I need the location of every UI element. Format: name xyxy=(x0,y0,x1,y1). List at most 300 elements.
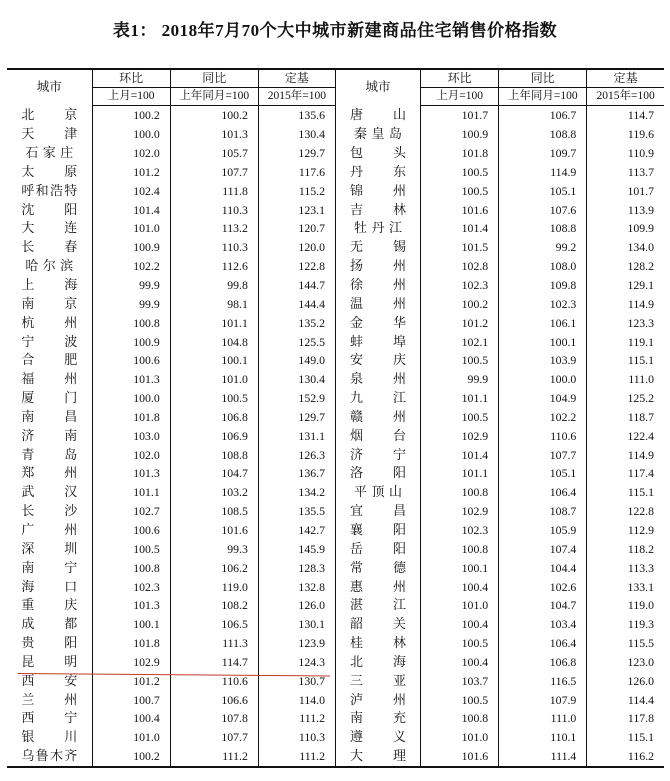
mom-value-left: 100.1 xyxy=(92,615,170,634)
yoy-value-left: 108.8 xyxy=(170,445,258,464)
fixed-value-right: 115.5 xyxy=(587,634,664,653)
city-label: 西安 xyxy=(21,672,78,688)
yoy-value-left: 107.7 xyxy=(170,728,258,747)
city-name-left xyxy=(7,747,92,767)
fixed-value-right: 122.4 xyxy=(587,426,664,445)
city-label: 青岛 xyxy=(21,446,78,462)
city-name-right xyxy=(335,426,420,445)
mom-value-left: 99.9 xyxy=(92,294,170,313)
city-name-left xyxy=(7,577,92,596)
city-name-left xyxy=(7,163,92,182)
yoy-value-left: 110.3 xyxy=(170,238,258,257)
mom-value-right: 102.3 xyxy=(421,276,499,295)
mom-value-right: 100.5 xyxy=(421,163,499,182)
city-name-left xyxy=(7,257,92,276)
header-yoy-base-left: 上年同月=100 xyxy=(170,88,258,106)
mom-value-right: 100.4 xyxy=(421,615,499,634)
city-name-right xyxy=(335,351,420,370)
mom-value-right: 101.7 xyxy=(421,106,499,125)
fixed-value-right: 125.2 xyxy=(587,389,664,408)
city-name-left xyxy=(7,238,92,257)
city-label: 南充 xyxy=(350,710,407,726)
city-name-right xyxy=(335,728,420,747)
city-name-left xyxy=(7,445,92,464)
price-index-table-container xyxy=(7,68,664,768)
yoy-value-left: 106.5 xyxy=(170,615,258,634)
yoy-value-left: 108.5 xyxy=(170,502,258,521)
city-name-left xyxy=(7,690,92,709)
header-fixed-right: 定基 xyxy=(587,69,664,88)
fixed-value-right: 129.1 xyxy=(587,276,664,295)
mom-value-right: 101.5 xyxy=(421,238,499,257)
city-name-right xyxy=(335,634,420,653)
fixed-value-left: 135.5 xyxy=(258,502,335,521)
city-name-left xyxy=(7,521,92,540)
fixed-value-left: 142.7 xyxy=(258,521,335,540)
city-name-right xyxy=(335,747,420,767)
yoy-value-left: 101.0 xyxy=(170,370,258,389)
mom-value-right: 101.6 xyxy=(421,200,499,219)
city-label: 长沙 xyxy=(21,503,78,519)
mom-value-right: 102.9 xyxy=(421,426,499,445)
city-name-right xyxy=(335,294,420,313)
fixed-value-left: 120.0 xyxy=(258,238,335,257)
city-label: 宁波 xyxy=(21,333,78,349)
city-name-right xyxy=(335,144,420,163)
fixed-value-right: 117.4 xyxy=(587,464,664,483)
fixed-value-left: 130.7 xyxy=(258,671,335,690)
city-label: 秦皇岛 xyxy=(354,126,403,142)
city-label: 三亚 xyxy=(350,672,407,688)
yoy-value-left: 106.8 xyxy=(170,408,258,427)
table-row xyxy=(7,389,664,408)
city-label: 石家庄 xyxy=(25,145,74,161)
table-row xyxy=(7,709,664,728)
yoy-value-left: 107.7 xyxy=(170,163,258,182)
table-row xyxy=(7,539,664,558)
city-name-left xyxy=(7,144,92,163)
city-label: 郑州 xyxy=(21,465,78,481)
yoy-value-right: 111.4 xyxy=(499,747,587,767)
fixed-value-right: 114.4 xyxy=(587,690,664,709)
fixed-value-left: 126.0 xyxy=(258,596,335,615)
city-name-left xyxy=(7,313,92,332)
city-label: 烟台 xyxy=(350,427,407,443)
city-label: 包头 xyxy=(350,145,407,161)
fixed-value-right: 118.2 xyxy=(587,539,664,558)
mom-value-right: 100.5 xyxy=(421,634,499,653)
table-row xyxy=(7,276,664,295)
city-label: 岳阳 xyxy=(350,540,407,556)
city-name-left xyxy=(7,200,92,219)
yoy-value-left: 111.8 xyxy=(170,181,258,200)
city-label: 西宁 xyxy=(21,710,78,726)
mom-value-right: 100.2 xyxy=(421,294,499,313)
city-name-right xyxy=(335,238,420,257)
price-index-table xyxy=(7,68,664,768)
city-name-right xyxy=(335,521,420,540)
yoy-value-right: 104.9 xyxy=(499,389,587,408)
yoy-value-right: 107.4 xyxy=(499,539,587,558)
fixed-value-left: 152.9 xyxy=(258,389,335,408)
fixed-value-left: 126.3 xyxy=(258,445,335,464)
city-name-left xyxy=(7,125,92,144)
fixed-value-right: 118.7 xyxy=(587,408,664,427)
yoy-value-right: 109.7 xyxy=(499,144,587,163)
city-name-left xyxy=(7,219,92,238)
fixed-value-left: 124.3 xyxy=(258,652,335,671)
city-name-right xyxy=(335,181,420,200)
table-row xyxy=(7,351,664,370)
header-fixed-left: 定基 xyxy=(258,69,335,88)
table-row xyxy=(7,144,664,163)
city-name-right xyxy=(335,257,420,276)
table-row xyxy=(7,200,664,219)
city-label: 天津 xyxy=(21,126,78,142)
mom-value-left: 100.0 xyxy=(92,389,170,408)
mom-value-right: 100.4 xyxy=(421,652,499,671)
yoy-value-right: 106.4 xyxy=(499,634,587,653)
city-label: 赣州 xyxy=(350,408,407,424)
table-row xyxy=(7,558,664,577)
fixed-value-left: 114.0 xyxy=(258,690,335,709)
mom-value-right: 102.3 xyxy=(421,521,499,540)
header-mom-base-left: 上月=100 xyxy=(92,88,170,106)
mom-value-left: 102.7 xyxy=(92,502,170,521)
table-row xyxy=(7,577,664,596)
city-name-right xyxy=(335,370,420,389)
city-label: 合肥 xyxy=(21,352,78,368)
yoy-value-right: 105.1 xyxy=(499,464,587,483)
city-label: 杭州 xyxy=(21,314,78,330)
city-label: 哈尔滨 xyxy=(25,258,74,274)
yoy-value-right: 104.7 xyxy=(499,596,587,615)
header-fixed-base-left: 2015年=100 xyxy=(258,88,335,106)
fixed-value-right: 128.2 xyxy=(587,257,664,276)
city-label: 九江 xyxy=(350,390,407,406)
header-city-left: 城市 xyxy=(7,69,92,106)
mom-value-left: 101.8 xyxy=(92,408,170,427)
table-row xyxy=(7,106,664,125)
fixed-value-left: 111.2 xyxy=(258,747,335,767)
mom-value-left: 101.8 xyxy=(92,634,170,653)
city-label: 蚌埠 xyxy=(350,333,407,349)
city-name-left xyxy=(7,634,92,653)
yoy-value-right: 106.8 xyxy=(499,652,587,671)
city-label: 济南 xyxy=(21,427,78,443)
city-name-right xyxy=(335,163,420,182)
fixed-value-left: 136.7 xyxy=(258,464,335,483)
yoy-value-right: 109.8 xyxy=(499,276,587,295)
city-label: 厦门 xyxy=(21,390,78,406)
fixed-value-right: 111.0 xyxy=(587,370,664,389)
fixed-value-left: 145.9 xyxy=(258,539,335,558)
city-name-right xyxy=(335,389,420,408)
fixed-value-right: 115.1 xyxy=(587,728,664,747)
fixed-value-right: 113.7 xyxy=(587,163,664,182)
table-row xyxy=(7,634,664,653)
header-city-right: 城市 xyxy=(335,69,420,106)
mom-value-right: 101.4 xyxy=(421,219,499,238)
yoy-value-left: 106.2 xyxy=(170,558,258,577)
yoy-value-left: 119.0 xyxy=(170,577,258,596)
fixed-value-right: 112.9 xyxy=(587,521,664,540)
table-header xyxy=(7,69,664,106)
mom-value-left: 101.3 xyxy=(92,596,170,615)
yoy-value-left: 101.3 xyxy=(170,125,258,144)
yoy-value-left: 98.1 xyxy=(170,294,258,313)
city-name-left xyxy=(7,276,92,295)
mom-value-left: 100.9 xyxy=(92,332,170,351)
city-label: 惠州 xyxy=(350,578,407,594)
mom-value-left: 100.2 xyxy=(92,106,170,125)
mom-value-right: 102.1 xyxy=(421,332,499,351)
city-label: 桂林 xyxy=(350,635,407,651)
table-row xyxy=(7,690,664,709)
fixed-value-right: 113.9 xyxy=(587,200,664,219)
fixed-value-right: 109.9 xyxy=(587,219,664,238)
table-row xyxy=(7,125,664,144)
fixed-value-left: 115.2 xyxy=(258,181,335,200)
yoy-value-right: 108.8 xyxy=(499,219,587,238)
city-label: 泸州 xyxy=(350,691,407,707)
fixed-value-right: 123.0 xyxy=(587,652,664,671)
city-label: 沈阳 xyxy=(21,201,78,217)
city-label: 海口 xyxy=(21,578,78,594)
table-row xyxy=(7,615,664,634)
mom-value-left: 102.0 xyxy=(92,445,170,464)
fixed-value-left: 123.9 xyxy=(258,634,335,653)
fixed-value-right: 114.7 xyxy=(587,106,664,125)
fixed-value-right: 110.9 xyxy=(587,144,664,163)
header-mom-left: 环比 xyxy=(92,69,170,88)
mom-value-right: 101.2 xyxy=(421,313,499,332)
mom-value-left: 100.5 xyxy=(92,539,170,558)
yoy-value-right: 106.7 xyxy=(499,106,587,125)
header-yoy-left: 同比 xyxy=(170,69,258,88)
mom-value-right: 102.8 xyxy=(421,257,499,276)
fixed-value-right: 133.1 xyxy=(587,577,664,596)
city-label: 洛阳 xyxy=(350,465,407,481)
yoy-value-right: 111.0 xyxy=(499,709,587,728)
table-row xyxy=(7,426,664,445)
city-name-right xyxy=(335,577,420,596)
yoy-value-left: 111.2 xyxy=(170,747,258,767)
mom-value-right: 100.9 xyxy=(421,125,499,144)
city-label: 深圳 xyxy=(21,540,78,556)
table-row xyxy=(7,445,664,464)
yoy-value-left: 114.7 xyxy=(170,652,258,671)
fixed-value-left: 130.1 xyxy=(258,615,335,634)
mom-value-left: 100.4 xyxy=(92,709,170,728)
city-label: 上海 xyxy=(21,277,78,293)
fixed-value-right: 116.2 xyxy=(587,747,664,767)
yoy-value-left: 100.1 xyxy=(170,351,258,370)
city-name-right xyxy=(335,709,420,728)
city-name-right xyxy=(335,690,420,709)
mom-value-left: 101.1 xyxy=(92,483,170,502)
city-name-left xyxy=(7,351,92,370)
city-label: 武汉 xyxy=(21,484,78,500)
fixed-value-left: 130.4 xyxy=(258,370,335,389)
fixed-value-left: 132.8 xyxy=(258,577,335,596)
mom-value-left: 100.7 xyxy=(92,690,170,709)
mom-value-right: 100.8 xyxy=(421,709,499,728)
city-name-left xyxy=(7,426,92,445)
table-row xyxy=(7,313,664,332)
fixed-value-left: 110.3 xyxy=(258,728,335,747)
yoy-value-right: 100.0 xyxy=(499,370,587,389)
mom-value-left: 101.0 xyxy=(92,728,170,747)
mom-value-left: 102.2 xyxy=(92,257,170,276)
fixed-value-right: 123.3 xyxy=(587,313,664,332)
city-label: 牡丹江 xyxy=(354,220,403,236)
table-row xyxy=(7,483,664,502)
mom-value-left: 101.2 xyxy=(92,671,170,690)
city-label: 济宁 xyxy=(350,446,407,462)
mom-value-left: 101.0 xyxy=(92,219,170,238)
city-label: 大理 xyxy=(350,748,407,764)
city-label: 无锡 xyxy=(350,239,407,255)
mom-value-right: 100.5 xyxy=(421,351,499,370)
mom-value-right: 101.0 xyxy=(421,596,499,615)
fixed-value-left: 120.7 xyxy=(258,219,335,238)
fixed-value-right: 117.8 xyxy=(587,709,664,728)
yoy-value-right: 107.6 xyxy=(499,200,587,219)
yoy-value-left: 111.3 xyxy=(170,634,258,653)
mom-value-left: 100.8 xyxy=(92,558,170,577)
city-name-left xyxy=(7,709,92,728)
fixed-value-right: 134.0 xyxy=(587,238,664,257)
city-label: 太原 xyxy=(21,163,78,179)
city-label: 锦州 xyxy=(350,182,407,198)
fixed-value-right: 126.0 xyxy=(587,671,664,690)
table-row xyxy=(7,652,664,671)
yoy-value-left: 110.6 xyxy=(170,671,258,690)
city-label: 温州 xyxy=(350,295,407,311)
city-name-left xyxy=(7,464,92,483)
yoy-value-right: 116.5 xyxy=(499,671,587,690)
city-label: 长春 xyxy=(21,239,78,255)
fixed-value-right: 113.3 xyxy=(587,558,664,577)
yoy-value-right: 102.3 xyxy=(499,294,587,313)
mom-value-right: 101.4 xyxy=(421,445,499,464)
yoy-value-right: 114.9 xyxy=(499,163,587,182)
fixed-value-left: 144.4 xyxy=(258,294,335,313)
city-name-left xyxy=(7,332,92,351)
mom-value-right: 102.9 xyxy=(421,502,499,521)
yoy-value-right: 107.9 xyxy=(499,690,587,709)
mom-value-left: 100.2 xyxy=(92,747,170,767)
city-label: 宜昌 xyxy=(350,503,407,519)
fixed-value-right: 122.8 xyxy=(587,502,664,521)
city-label: 徐州 xyxy=(350,277,407,293)
yoy-value-right: 100.1 xyxy=(499,332,587,351)
city-name-right xyxy=(335,671,420,690)
city-label: 南昌 xyxy=(21,408,78,424)
city-label: 乌鲁木齐 xyxy=(21,748,78,764)
fixed-value-left: 134.2 xyxy=(258,483,335,502)
header-mom-base-right: 上月=100 xyxy=(421,88,499,106)
yoy-value-left: 104.7 xyxy=(170,464,258,483)
city-name-left xyxy=(7,370,92,389)
fixed-value-left: 131.1 xyxy=(258,426,335,445)
mom-value-left: 101.4 xyxy=(92,200,170,219)
yoy-value-right: 102.2 xyxy=(499,408,587,427)
city-label: 南京 xyxy=(21,295,78,311)
city-name-right xyxy=(335,445,420,464)
city-name-right xyxy=(335,483,420,502)
header-fixed-base-right: 2015年=100 xyxy=(587,88,664,106)
city-name-left xyxy=(7,181,92,200)
city-label: 兰州 xyxy=(21,691,78,707)
city-name-left xyxy=(7,652,92,671)
city-label: 成都 xyxy=(21,616,78,632)
table-row xyxy=(7,332,664,351)
yoy-value-left: 113.2 xyxy=(170,219,258,238)
fixed-value-right: 101.7 xyxy=(587,181,664,200)
mom-value-right: 100.5 xyxy=(421,408,499,427)
yoy-value-right: 108.8 xyxy=(499,125,587,144)
yoy-value-left: 101.6 xyxy=(170,521,258,540)
mom-value-left: 101.3 xyxy=(92,370,170,389)
fixed-value-right: 115.1 xyxy=(587,483,664,502)
city-name-left xyxy=(7,106,92,125)
yoy-value-left: 110.3 xyxy=(170,200,258,219)
city-name-left xyxy=(7,408,92,427)
city-label: 广州 xyxy=(21,521,78,537)
city-label: 泉州 xyxy=(350,371,407,387)
table-body xyxy=(7,106,664,767)
page-title: 表1： 2018年7月70个大中城市新建商品住宅销售价格指数 xyxy=(112,21,558,40)
city-label: 贵阳 xyxy=(21,635,78,651)
header-yoy-base-right: 上年同月=100 xyxy=(499,88,587,106)
city-label: 北京 xyxy=(21,107,78,123)
city-name-left xyxy=(7,389,92,408)
fixed-value-left: 111.2 xyxy=(258,709,335,728)
yoy-value-left: 107.8 xyxy=(170,709,258,728)
city-label: 常德 xyxy=(350,559,407,575)
yoy-value-right: 110.1 xyxy=(499,728,587,747)
yoy-value-right: 106.4 xyxy=(499,483,587,502)
yoy-value-right: 108.0 xyxy=(499,257,587,276)
mom-value-right: 101.1 xyxy=(421,464,499,483)
table-row xyxy=(7,238,664,257)
mom-value-left: 101.2 xyxy=(92,163,170,182)
city-label: 丹东 xyxy=(350,163,407,179)
mom-value-right: 100.5 xyxy=(421,181,499,200)
yoy-value-right: 103.9 xyxy=(499,351,587,370)
yoy-value-left: 101.1 xyxy=(170,313,258,332)
yoy-value-left: 105.7 xyxy=(170,144,258,163)
city-name-right xyxy=(335,539,420,558)
mom-value-right: 100.8 xyxy=(421,539,499,558)
mom-value-left: 101.3 xyxy=(92,464,170,483)
table-row xyxy=(7,596,664,615)
city-name-right xyxy=(335,502,420,521)
fixed-value-left: 129.7 xyxy=(258,144,335,163)
fixed-value-right: 119.6 xyxy=(587,125,664,144)
city-label: 安庆 xyxy=(350,352,407,368)
mom-value-left: 100.8 xyxy=(92,313,170,332)
yoy-value-left: 104.8 xyxy=(170,332,258,351)
mom-value-left: 102.9 xyxy=(92,652,170,671)
fixed-value-right: 119.3 xyxy=(587,615,664,634)
fixed-value-left: 135.2 xyxy=(258,313,335,332)
mom-value-right: 100.4 xyxy=(421,577,499,596)
fixed-value-right: 114.9 xyxy=(587,294,664,313)
mom-value-left: 102.0 xyxy=(92,144,170,163)
